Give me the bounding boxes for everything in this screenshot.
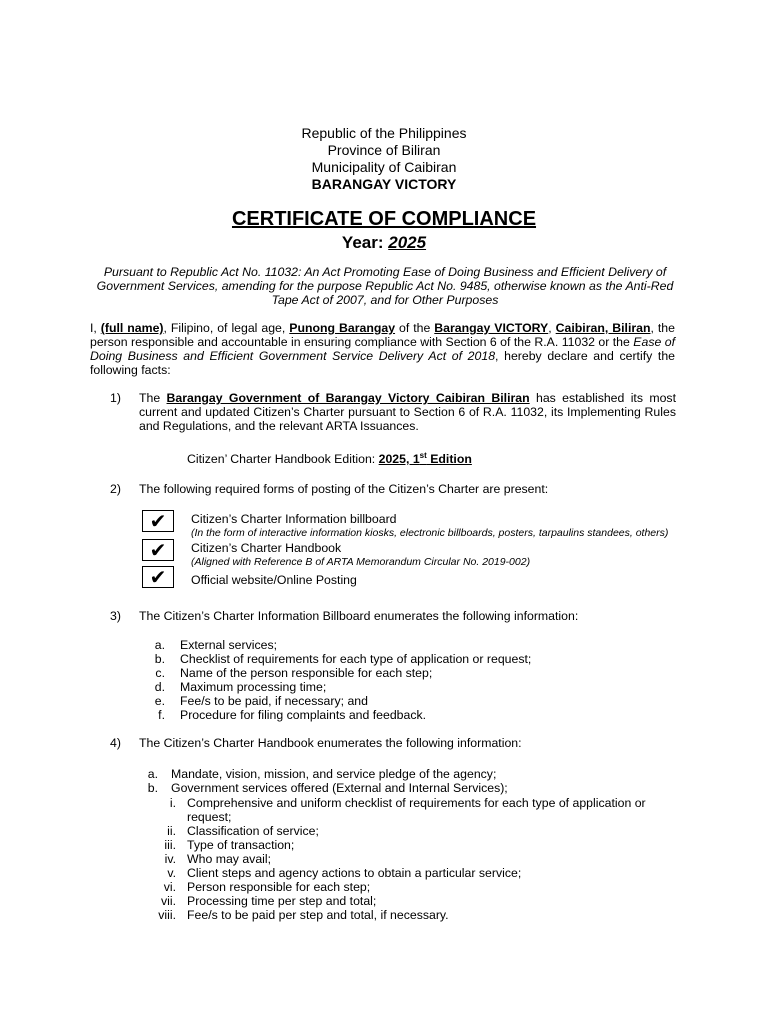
list-item: Procedure for filing complaints and feedback. xyxy=(180,708,427,722)
list-label: a. xyxy=(147,767,158,781)
handbook-checkbox: ✔ xyxy=(142,539,174,561)
list-label: b. xyxy=(154,652,165,666)
header-republic: Republic of the Philippines xyxy=(301,125,467,141)
header-province: Province of Biliran xyxy=(327,142,441,158)
billboard-checkbox: ✔ xyxy=(142,510,174,532)
agency-name: Barangay Government of Barangay Victory Caibiran Biliran xyxy=(166,391,530,405)
posting-note: (Aligned with Reference B of ARTA Memorandum Circular No. 2019-002) xyxy=(191,556,531,568)
sublist-label: vi. xyxy=(163,880,176,894)
position-field: Punong Barangay xyxy=(289,321,396,335)
sublist-item-continued: request; xyxy=(187,810,232,824)
sublist-label: iv. xyxy=(164,852,176,866)
handbook-posting xyxy=(191,541,530,569)
posting-label: Citizen’s Charter Handbook xyxy=(191,541,342,555)
item-4-text: The Citizen’s Charter Handbook enumerates the following information: xyxy=(139,736,522,750)
item-number: 2) xyxy=(110,482,121,496)
item-text: The xyxy=(139,391,167,405)
year-label: Year: xyxy=(341,233,389,252)
sublist-label: vii. xyxy=(160,894,176,908)
list-item: Name of the person responsible for each step; xyxy=(180,666,433,680)
list-label: a. xyxy=(154,638,165,652)
decl-text: , hereby declare and certify the following facts: xyxy=(90,349,675,377)
item-3-text: The Citizen’s Charter Information Billboard enumerates the following information: xyxy=(139,609,579,623)
header-barangay: BARANGAY VICTORY xyxy=(311,176,457,192)
handbook-edition xyxy=(187,451,472,466)
billboard-posting xyxy=(191,512,668,540)
handbook-edition-label: Citizen’ Charter Handbook Edition: xyxy=(187,452,379,467)
certificate-year xyxy=(0,233,768,253)
sublist-label: iii. xyxy=(164,838,176,852)
decl-text: of the xyxy=(395,321,435,335)
sublist-label: i. xyxy=(169,796,176,810)
year-value: 2025 xyxy=(388,233,427,252)
item-number: 1) xyxy=(110,391,121,405)
full-name-field: (full name) xyxy=(100,321,164,335)
item-2-text: The following required forms of posting of the Citizen’s Charter are present: xyxy=(139,482,549,496)
sublist-item: Processing time per step and total; xyxy=(187,894,377,908)
list-item: Mandate, vision, mission, and service pledge of the agency; xyxy=(171,767,497,781)
posting-note: (In the form of interactive information kiosks, electronic billboards, posters, tarpaulins standees, others) xyxy=(191,527,669,539)
list-item: Checklist of requirements for each type of application or request; xyxy=(180,652,532,666)
list-item: External services; xyxy=(180,638,278,652)
list-label: e. xyxy=(154,694,165,708)
sublist-label: ii. xyxy=(167,824,176,838)
item-text: has established its most current and updated Citizen’s Charter pursuant to Section 6 of R.A. 11032, its Implementing Rules and Regulations, and the relevant ARTA Issuances. xyxy=(139,391,676,433)
decl-text: , xyxy=(548,321,556,335)
sublist-item: Type of transaction; xyxy=(187,838,295,852)
barangay-field: Barangay VICTORY xyxy=(434,321,549,335)
list-item: Maximum processing time; xyxy=(180,680,327,694)
sublist-item: Who may avail; xyxy=(187,852,272,866)
decl-text: , the person responsible and accountable in ensuring compliance with Section 6 of the R.A. 11032 or the xyxy=(90,321,675,349)
handbook-edition-sup: st xyxy=(419,451,427,460)
handbook-edition-suffix: Edition xyxy=(426,452,472,467)
pursuant-statement: Pursuant to Republic Act No. 11032: An Act Promoting Ease of Doing Business and Efficient Delivery of Government Services, amending for the purpose Republic Act No. 9485, otherwise known as the Anti-Red Tape Act of 2007, and for Other Purposes xyxy=(96,265,674,307)
item-1-text xyxy=(139,391,676,433)
list-label: f. xyxy=(158,708,165,722)
list-label: d. xyxy=(154,680,165,694)
place-field: Caibiran, Biliran xyxy=(555,321,651,335)
certificate-title: CERTIFICATE OF COMPLIANCE xyxy=(231,208,537,230)
item-number: 3) xyxy=(110,609,121,623)
posting-label: Official website/Online Posting xyxy=(191,573,357,587)
sublist-label: v. xyxy=(167,866,176,880)
decl-text: , Filipino, of legal age, xyxy=(163,321,290,335)
sublist-item: Classification of service; xyxy=(187,824,319,838)
website-posting xyxy=(191,573,357,587)
decl-text: I, xyxy=(90,321,101,335)
sublist-item: Fee/s to be paid per step and total, if necessary. xyxy=(187,908,449,922)
posting-label: Citizen’s Charter Information billboard xyxy=(191,512,397,526)
declaration-paragraph xyxy=(90,321,675,377)
item-number: 4) xyxy=(110,736,121,750)
sublist-item: Comprehensive and uniform checklist of requirements for each type of application or xyxy=(187,796,646,810)
website-checkbox: ✔ xyxy=(142,566,174,588)
list-item: Government services offered (External and Internal Services); xyxy=(171,781,508,795)
sublist-label: viii. xyxy=(158,908,176,922)
sublist-item: Client steps and agency actions to obtain a particular service; xyxy=(187,866,522,880)
list-label: b. xyxy=(147,781,158,795)
header-municipality: Municipality of Caibiran xyxy=(311,159,457,175)
list-item: Fee/s to be paid, if necessary; and xyxy=(180,694,368,708)
act-title: Ease of Doing Business and Efficient Government Service Delivery Act of 2018 xyxy=(90,335,676,363)
sublist-item: Person responsible for each step; xyxy=(187,880,371,894)
handbook-edition-value: 2025, 1 xyxy=(378,452,420,467)
list-label: c. xyxy=(155,666,165,680)
